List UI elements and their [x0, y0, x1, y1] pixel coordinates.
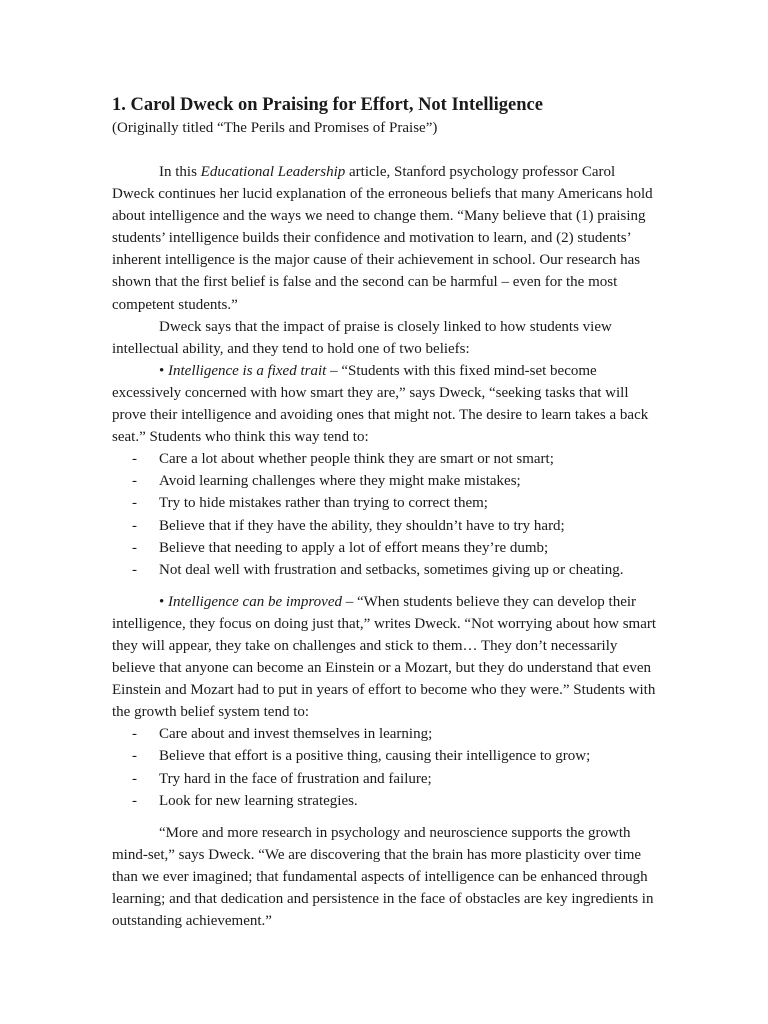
dash-marker: -	[132, 726, 137, 743]
dash-marker: -	[132, 770, 137, 787]
list-item-text: Avoid learning challenges where they might make mistakes;	[159, 473, 521, 490]
closing-paragraph: “More and more research in psychology and neuroscience supports the growth mind-set,” says Dweck. “We are discovering that the brain has more plasticity over time than we ever imagined; that fundamental aspects of intelligence can be enhanced through learning; and that dedication and persistence in the face of obstacles are key ingredients in outstanding achievement.”	[112, 824, 654, 930]
growth-text: – “When students believe they can develop their intelligence, they focus on doing just that,” writes Dweck. “Not worrying about how smart they will appear, they take on challenges and stick to them… They don’t necessarily believe that anyone can become an Einstein or a Mozart, but they do understand that even Einstein and Mozart had to put in years of effort to become who they were.” Students with the growth belief system tend to:	[112, 593, 657, 721]
intro-paragraph	[112, 161, 660, 316]
list-item	[112, 470, 660, 492]
dash-marker: -	[132, 792, 137, 809]
list-item-text: Care a lot about whether people think they are smart or not smart;	[159, 451, 554, 468]
fixed-trait-paragraph	[112, 360, 660, 448]
dash-marker: -	[132, 561, 137, 578]
list-item-text: Try to hide mistakes rather than trying to correct them;	[159, 495, 488, 512]
dash-marker: -	[132, 451, 137, 468]
intro-pre: In this	[159, 164, 201, 180]
list-item-text: Care about and invest themselves in learning;	[159, 726, 433, 743]
list-item	[112, 723, 660, 745]
list-item	[112, 448, 660, 470]
dash-marker: -	[132, 517, 137, 534]
list-item-text: Believe that effort is a positive thing, causing their intelligence to grow;	[159, 748, 591, 765]
dash-marker: -	[132, 473, 137, 490]
list-item-text: Believe that if they have the ability, they shouldn’t have to try hard;	[159, 517, 565, 534]
growth-paragraph	[112, 591, 660, 724]
fixed-trait-list	[112, 448, 660, 581]
list-item	[112, 559, 660, 581]
document-page	[112, 93, 660, 932]
dash-marker: -	[132, 495, 137, 512]
list-item	[112, 515, 660, 537]
list-item	[112, 790, 660, 812]
list-item	[112, 492, 660, 514]
list-item	[112, 537, 660, 559]
growth-list	[112, 723, 660, 811]
list-item-text: Look for new learning strategies.	[159, 792, 358, 809]
article-title: 1. Carol Dweck on Praising for Effort, Not Intelligence	[112, 95, 543, 115]
intro-post: article, Stanford psychology professor Carol Dweck continues her lucid explanation of the erroneous beliefs that many Americans hold about intelligence and the ways we need to change them. “Many believe that (1) praising students’ intelligence builds their confidence and motivation to learn, and (2) students’ inherent intelligence is the major cause of their achievement in school. Our research has shown that the first belief is false and the second can be harmful – even for the most competent students.”	[112, 164, 653, 313]
dash-marker: -	[132, 539, 137, 556]
list-item-text: Not deal well with frustration and setbacks, sometimes giving up or cheating.	[159, 561, 624, 578]
list-item-text: Try hard in the face of frustration and failure;	[159, 770, 432, 787]
list-item-text: Believe that needing to apply a lot of effort means they’re dumb;	[159, 539, 549, 556]
growth-heading: Intelligence can be improved	[168, 593, 342, 610]
fixed-trait-text: – “Students with this fixed mind-set become excessively concerned with how smart they are,” says Dweck, “seeking tasks that will prove their intelligence and avoiding ones that might not. The desire to learn takes a back seat.” Students who think this way tend to:	[112, 362, 649, 446]
list-item	[112, 745, 660, 767]
dash-marker: -	[132, 748, 137, 765]
fixed-trait-heading: Intelligence is a fixed trait	[168, 362, 327, 379]
fixed-bullet: •	[159, 362, 169, 379]
growth-bullet: •	[159, 593, 169, 610]
intro-publication: Educational Leadership	[200, 164, 346, 180]
beliefs-paragraph: Dweck says that the impact of praise is closely linked to how students view intellectual ability, and they tend to hold one of two beliefs:	[112, 318, 612, 357]
article-subtitle: (Originally titled “The Perils and Promises of Praise”)	[112, 120, 438, 136]
list-item	[112, 768, 660, 790]
